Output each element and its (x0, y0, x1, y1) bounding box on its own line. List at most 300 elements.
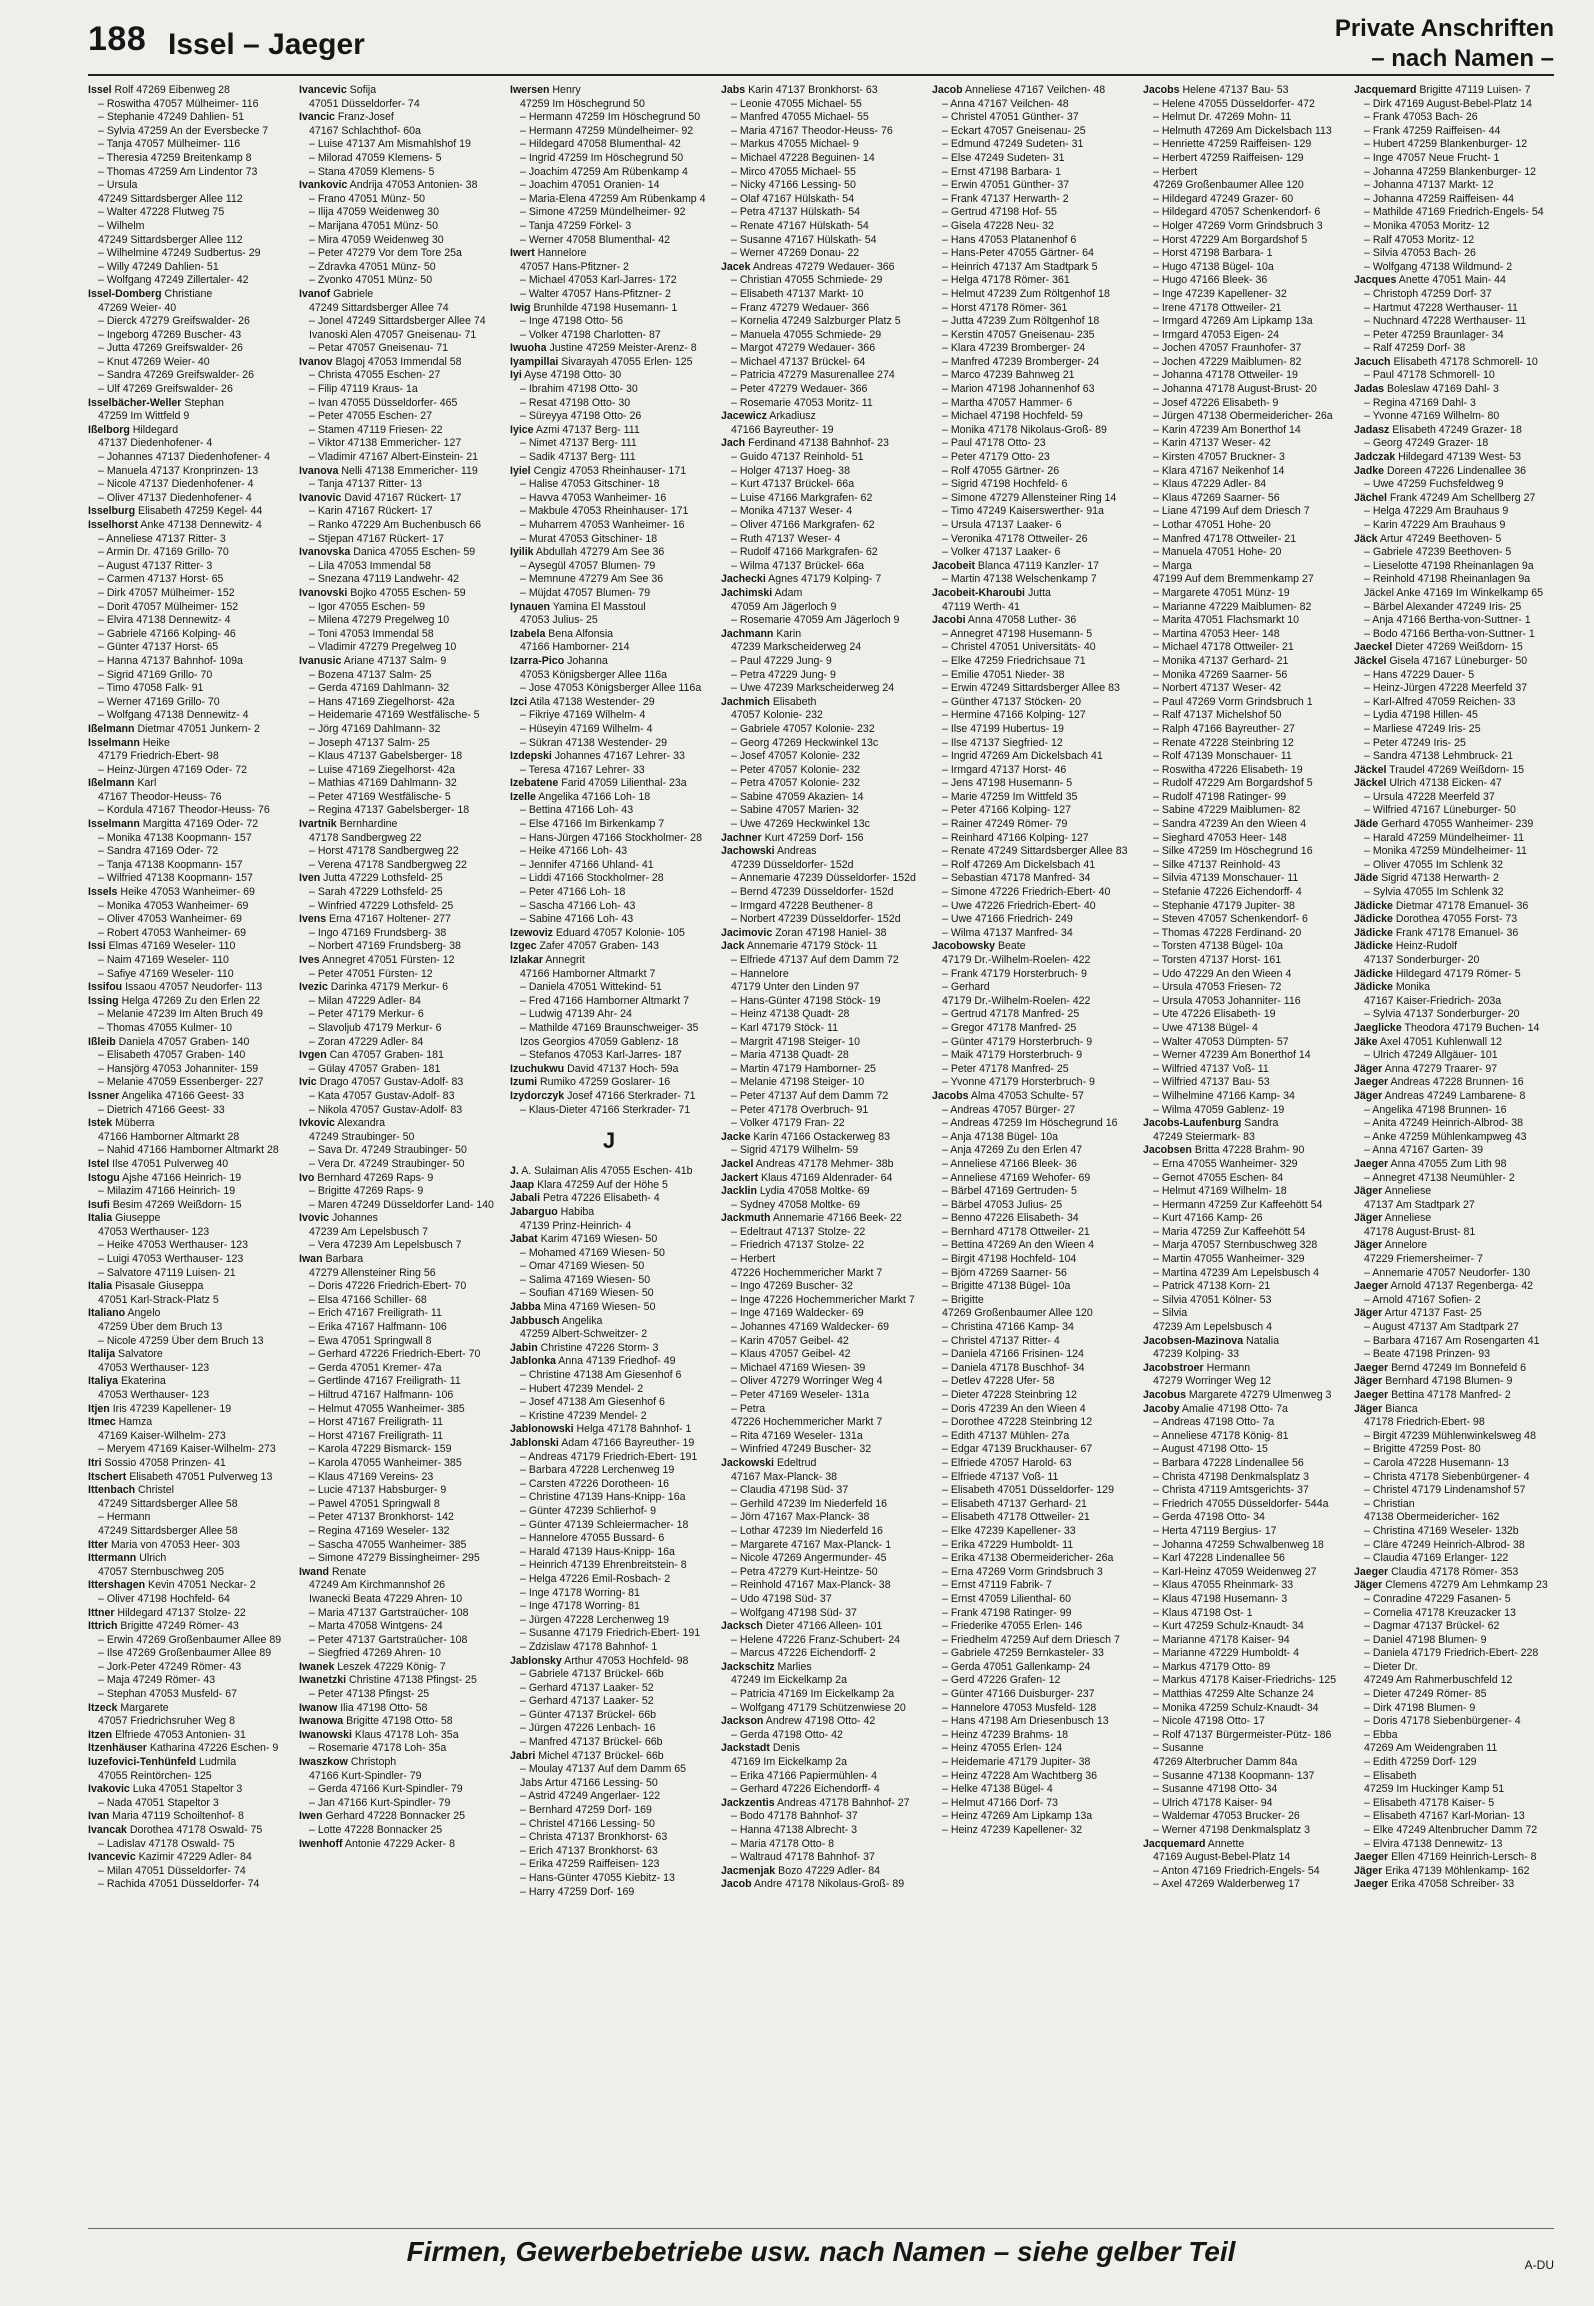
directory-entry: – Michael 47169 Wiesen- 39 (731, 1361, 866, 1374)
directory-entry: 47057 Sternbuschweg 205 (98, 1565, 225, 1578)
directory-columns (88, 84, 1554, 2198)
surname: Jack (721, 940, 745, 953)
directory-entry: – Simone 47226 Friedrich-Ebert- 40 (942, 886, 1111, 899)
directory-entry: – Werner 47058 Blumenthal- 42 (520, 233, 670, 246)
directory-entry: – Johanna 47137 Markt- 12 (1364, 179, 1494, 192)
directory-entry: – Christel 47179 Lindenamshof 57 (1364, 1484, 1526, 1497)
directory-entry: Jadas Boleslaw 47169 Dahl- 3 (1354, 383, 1499, 396)
directory-entry: – Volker 47179 Fran- 22 (731, 1117, 845, 1130)
directory-entry: – Monika 47269 Saarner- 56 (1153, 668, 1288, 681)
directory-entry: – Hans 47169 Ziegelhorst- 42a (309, 695, 455, 708)
directory-entry: – Nahid 47166 Hamborner Altmarkt 28 (98, 1144, 279, 1157)
surname: Jaeger (1354, 1565, 1389, 1578)
directory-entry: – Dirk 47057 Mülheimer- 152 (98, 586, 235, 599)
directory-entry: – Erika 47138 Obermeidericher- 26a (942, 1552, 1114, 1565)
directory-entry: – August 47137 Ritter- 3 (98, 559, 213, 572)
directory-entry: – Bettina 47166 Loh- 43 (520, 804, 634, 817)
surname: Jäke (1354, 1035, 1378, 1048)
directory-entry: Izewoviz Eduard 47057 Kolonie- 105 (510, 926, 685, 939)
directory-entry: – Anneliese 47178 König- 81 (1153, 1429, 1289, 1442)
directory-entry: – Heinz-Jürgen 47169 Oder- 72 (98, 763, 247, 776)
directory-entry: – Josef 47057 Kolonie- 232 (731, 750, 860, 763)
directory-entry: 47249 Am Rahmerbuschfeld 12 (1364, 1674, 1513, 1687)
directory-entry: – Susanne 47198 Otto- 34 (1153, 1783, 1278, 1796)
directory-entry: – Gerda 47198 Otto- 42 (731, 1728, 843, 1741)
directory-entry: – Karl-Alfred 47059 Reichen- 33 (1364, 695, 1516, 708)
directory-entry: – Ursula 47053 Johanniter- 116 (1153, 994, 1301, 1007)
directory-entry: – Ursula 47053 Friesen- 72 (1153, 981, 1282, 994)
surname: J. (510, 1165, 519, 1178)
directory-entry: Jacobowsky Beate (932, 940, 1026, 953)
directory-entry: – Manfred 47055 Michael- 55 (731, 111, 869, 124)
directory-entry: – Karola 47229 Bismarck- 159 (309, 1443, 452, 1456)
directory-entry: Izlakar Annegrit (510, 954, 585, 966)
surname: Ittner (88, 1606, 115, 1619)
directory-entry: Jablonka Anna 47139 Friedhof- 49 (510, 1355, 676, 1368)
directory-entry: Jack Annemarie 47179 Stöck- 11 (721, 940, 878, 953)
surname: Jacquemard (1354, 84, 1417, 96)
surname: Itschert (88, 1470, 127, 1483)
directory-entry: Isufi Besim 47269 Weißdorn- 15 (88, 1198, 242, 1211)
directory-entry: – Melanie 47198 Steiger- 10 (731, 1076, 865, 1089)
directory-entry: Iwanetzki Christine 47138 Pfingst- 25 (299, 1674, 477, 1687)
directory-entry: – Annemarie 47239 Düsseldorfer- 152d (731, 872, 916, 885)
directory-entry: – Ludwig 47139 Ahr- 24 (520, 1008, 632, 1021)
directory-entry: – Stana 47059 Klemens- 5 (309, 165, 435, 178)
surname: Iwanow (299, 1701, 338, 1714)
surname: Jabin (510, 1341, 538, 1354)
directory-entry: – Winfried 47229 Lothsfeld- 25 (309, 899, 454, 912)
directory-entry: – Wolfgang 47138 Dennewitz- 4 (98, 709, 249, 722)
surname: Jabba (510, 1301, 541, 1314)
directory-entry: – Luigi 47053 Werthauser- 123 (98, 1253, 244, 1266)
directory-entry: Jaeger Andreas 47228 Brunnen- 16 (1354, 1076, 1524, 1089)
directory-entry: Ivens Erna 47167 Holtener- 277 (299, 913, 451, 926)
directory-entry: – Günter 47139 Schleiermacher- 18 (520, 1518, 689, 1531)
directory-entry: – Ingo 47169 Frundsberg- 38 (309, 926, 447, 939)
directory-entry: – Björn 47269 Saarner- 56 (942, 1266, 1067, 1279)
directory-entry: – Irmgard 47137 Horst- 46 (942, 763, 1067, 776)
directory-entry: – Peter 47249 Iris- 25 (1364, 736, 1466, 749)
directory-entry: – Sabine 47229 Maiblumen- 82 (1153, 804, 1301, 817)
directory-entry: – Waltraud 47178 Bahnhof- 37 (731, 1851, 875, 1864)
directory-entry: – Murat 47053 Gitschiner- 18 (520, 532, 658, 545)
directory-entry: – Volker 47137 Laaker- 6 (942, 546, 1061, 559)
directory-entry: – Inge 47057 Neue Frucht- 1 (1364, 151, 1500, 164)
directory-entry: 47259 Über dem Bruch 13 (98, 1321, 223, 1334)
directory-entry: – Hannelore 47053 Musfeld- 128 (942, 1701, 1097, 1714)
directory-entry: – Hugo 47138 Bügel- 10a (1153, 260, 1274, 273)
directory-entry: – Maria 47137 Gartstraücher- 108 (309, 1606, 469, 1619)
surname: Jabarguo (510, 1205, 558, 1218)
surname: Izarra-Pico (510, 654, 565, 667)
directory-entry: Iwanowa Brigitte 47198 Otto- 58 (299, 1715, 453, 1728)
surname: Jackstadt (721, 1742, 770, 1755)
directory-entry: Iwanek Leszek 47229 König- 7 (299, 1660, 446, 1673)
directory-entry: – Friedrich 47137 Stolze- 22 (731, 1239, 865, 1252)
directory-entry: – Bozena 47137 Salm- 25 (309, 668, 432, 681)
surname: Jablonsky (510, 1654, 562, 1667)
surname: Jäger (1354, 1375, 1383, 1388)
directory-entry: Izydorczyk Josef 47166 Sterkrader- 71 (510, 1089, 696, 1102)
directory-entry: Jacques Anette 47051 Main- 44 (1354, 274, 1506, 287)
surname: Jadke (1354, 464, 1385, 477)
directory-entry: – Dorothee 47228 Steinbring 12 (942, 1416, 1093, 1429)
directory-entry: – Dagmar 47137 Brückel- 62 (1364, 1620, 1500, 1633)
surname: Iyiel (510, 464, 531, 477)
directory-entry: 47249 Sittardsberger Allee 58 (98, 1524, 238, 1537)
directory-entry: – Maria 47259 Zur Kaffeehött 54 (1153, 1225, 1306, 1238)
directory-entry: – Salima 47169 Wiesen- 50 (520, 1273, 651, 1286)
directory-entry: – Fred 47166 Hamborner Altmarkt 7 (520, 994, 689, 1007)
directory-entry: – Ursula (98, 179, 138, 192)
directory-entry: – Hermann 47259 Mündelheimer- 92 (520, 124, 694, 137)
directory-entry: Iwanecki Beata 47229 Ahren- 10 (309, 1592, 463, 1605)
directory-entry: – Marcus 47226 Eichendorff- 2 (731, 1647, 876, 1660)
directory-entry: Jackson Andrew 47198 Otto- 42 (721, 1715, 876, 1728)
directory-entry: – Birgit 47198 Hochfeld- 104 (942, 1253, 1077, 1266)
directory-entry: Jablonowski Helga 47178 Bahnhof- 1 (510, 1423, 692, 1436)
directory-entry: – Margot 47279 Wedauer- 366 (731, 342, 876, 355)
surname: Ivezic (299, 981, 328, 994)
directory-entry: – Paul 47269 Vorm Grindsbruch 1 (1153, 695, 1313, 708)
directory-entry: Jäckel Gisela 47167 Lüneburger- 50 (1354, 654, 1528, 667)
directory-entry: – Silvia (1153, 1307, 1188, 1320)
directory-entry: – Erika 47259 Raiffeisen- 123 (520, 1858, 660, 1871)
directory-entry: 47167 Schlachthof- 60a (309, 124, 421, 137)
directory-entry: – Jörn 47167 Max-Planck- 38 (731, 1511, 870, 1524)
directory-entry: Iyice Azmi 47137 Berg- 111 (510, 423, 640, 436)
directory-entry: – Heinrich 47139 Ehrenbreitstein- 8 (520, 1559, 687, 1572)
directory-entry: – Veronika 47178 Ottweiler- 26 (942, 532, 1088, 545)
surname: Jäger (1354, 1089, 1383, 1102)
directory-entry: – Gabriele 47057 Kolonie- 232 (731, 722, 875, 735)
directory-entry: Ivanovski Bojko 47055 Eschen- 59 (299, 586, 466, 599)
directory-entry: 47169 Im Eickelkamp 2a (731, 1756, 848, 1769)
directory-entry: Itjen Iris 47239 Kapellener- 19 (88, 1402, 232, 1415)
directory-entry: – Margrit 47198 Steiger- 10 (731, 1035, 860, 1048)
surname: Italija (88, 1348, 116, 1361)
directory-entry: – Heike 47053 Werthauser- 123 (98, 1239, 248, 1252)
directory-entry: 47179 Dr.-Wilhelm-Roelen- 422 (942, 994, 1091, 1007)
directory-entry: Ißelmann Dietmar 47051 Junkern- 2 (88, 722, 260, 735)
surname: Jackzentis (721, 1796, 775, 1809)
directory-entry: – Friedrich 47055 Düsseldorfer- 544a (1153, 1497, 1329, 1510)
directory-entry: – Hans-Günter 47055 Kiebitz- 13 (520, 1872, 675, 1884)
directory-entry: 47137 Am Stadtpark 27 (1364, 1198, 1475, 1211)
directory-entry: – Christine 47138 Am Giesenhof 6 (520, 1369, 682, 1382)
surname: Jacobsen-Mazinova (1143, 1334, 1244, 1347)
directory-entry: Jädicke Dorothea 47055 Forst- 73 (1354, 913, 1518, 926)
directory-entry: Jacobeit-Kharoubi Jutta (932, 586, 1051, 599)
directory-entry: – Günter 47137 Horst- 65 (98, 641, 219, 654)
directory-entry: – Monika 47178 Nikolaus-Groß- 89 (942, 423, 1107, 436)
directory-entry: – Anja 47166 Bertha-von-Suttner- 1 (1364, 614, 1531, 627)
column-4 (721, 84, 919, 2198)
directory-entry: – Karin 47239 Am Bonerthof 14 (1153, 423, 1301, 436)
surname: Ivkovic (299, 1117, 335, 1130)
surname: Izuchukwu (510, 1062, 565, 1075)
directory-entry: – Nimet 47137 Berg- 111 (520, 437, 637, 450)
surname: Jäger (1354, 1579, 1383, 1592)
directory-entry: – Oliver 47137 Diedenhofener- 4 (98, 491, 252, 504)
directory-entry: – Sascha 47166 Loh- 43 (520, 899, 636, 912)
directory-entry: – Zdzislaw 47178 Bahnhof- 1 (520, 1640, 658, 1653)
section-title-line2: – nach Namen – (1371, 45, 1554, 72)
directory-entry: – Harald 47139 Haus-Knipp- 16a (520, 1545, 675, 1558)
surname: Jadas (1354, 383, 1385, 396)
directory-entry: Iwuoha Justine 47259 Meister-Arenz- 8 (510, 342, 697, 355)
surname: Jacques (1354, 274, 1397, 287)
directory-entry: – Markus 47055 Michael- 9 (731, 138, 859, 151)
directory-entry: Ittershagen Kevin 47051 Neckar- 2 (88, 1579, 256, 1592)
directory-entry: Jacklin Lydia 47058 Moltke- 69 (721, 1185, 870, 1198)
directory-entry: – Timo 47249 Kaiserswerther- 91a (942, 505, 1104, 518)
directory-entry: Jäde Gerhard 47055 Wanheimer- 239 (1354, 818, 1534, 831)
directory-entry: – Horst 47229 Am Borgardshof 5 (1153, 233, 1308, 246)
surname: Jäckel (1354, 777, 1387, 790)
directory-entry: Jabat Karim 47169 Wiesen- 50 (510, 1233, 658, 1246)
directory-entry: – Werner 47198 Denkmalsplatz 3 (1153, 1824, 1311, 1836)
directory-entry: Isselmann Margitta 47169 Oder- 72 (88, 818, 259, 831)
surname: Jacquemard (1143, 1837, 1206, 1850)
directory-entry: – Ralf 47137 Michelshof 50 (1153, 709, 1282, 722)
directory-entry: Jabbusch Angelika (510, 1314, 603, 1327)
directory-entry: – Zdravka 47051 Münz- 50 (309, 260, 436, 273)
surname: Issi (88, 940, 106, 953)
directory-entry: Izgec Zafer 47057 Graben- 143 (510, 940, 659, 953)
directory-entry: – Silvia 47051 Kölner- 53 (1153, 1293, 1272, 1306)
directory-entry: 47139 Prinz-Heinrich- 4 (520, 1219, 632, 1232)
directory-entry: – Viktor 47138 Emmericher- 127 (309, 437, 462, 450)
directory-entry: Jäckel Traudel 47269 Weißdorn- 15 (1354, 763, 1525, 776)
directory-entry: – Ulrich 47249 Allgäuer- 101 (1364, 1049, 1498, 1062)
directory-entry: Jacobsen Britta 47228 Brahm- 90 (1143, 1144, 1305, 1157)
surname: Izdepski (510, 750, 552, 763)
directory-entry: – Harry 47259 Dorf- 169 (520, 1885, 635, 1898)
directory-entry: – Astrid 47249 Angerlaer- 122 (520, 1790, 661, 1803)
directory-entry: – Susanne (1153, 1742, 1204, 1755)
directory-entry: – Silvia 47139 Monschauer- 11 (1153, 872, 1299, 885)
directory-entry: – Bernhard 47178 Ottweiler- 21 (942, 1225, 1090, 1238)
directory-entry: – Brigitte 47138 Bügel- 10a (942, 1280, 1071, 1293)
directory-entry: – Ibrahim 47198 Otto- 30 (520, 383, 638, 396)
directory-entry: – Heinz 47239 Kapellener- 32 (942, 1824, 1083, 1836)
surname: Jaeger (1354, 1280, 1389, 1293)
directory-entry: Jaeger Claudia 47178 Römer- 353 (1354, 1565, 1519, 1578)
directory-entry: 47166 Hamborner Altmarkt 7 (520, 967, 656, 980)
directory-entry: Jacmenjak Bozo 47229 Adler- 84 (721, 1864, 881, 1877)
directory-entry: – Sylvia 47259 An der Eversbecke 7 (98, 124, 269, 137)
directory-entry: – Ralf 47259 Dorf- 38 (1364, 342, 1466, 355)
directory-entry: Ittermann Ulrich (88, 1552, 167, 1565)
directory-entry: – Zoran 47229 Adler- 84 (309, 1035, 424, 1048)
surname: Iuzefovici-Tenhünfeld (88, 1756, 197, 1769)
directory-entry: – Torsten 47137 Horst- 161 (1153, 954, 1282, 966)
directory-entry: – Martina 47053 Heer- 148 (1153, 627, 1280, 640)
directory-entry: Jäger Annelore (1354, 1239, 1428, 1252)
directory-entry: – Christel 47137 Ritter- 4 (942, 1334, 1060, 1347)
directory-entry: – Helene 47226 Franz-Schubert- 24 (731, 1633, 901, 1646)
directory-entry: – Irene 47178 Ottweiler- 21 (1153, 301, 1282, 314)
surname: Jabri (510, 1749, 536, 1762)
directory-entry: – Oliver 47279 Worringer Weg 4 (731, 1375, 883, 1388)
directory-entry: – Milan 47229 Adler- 84 (309, 994, 421, 1007)
directory-entry: – Hugo 47166 Bleek- 36 (1153, 274, 1268, 287)
directory-entry: Jäger Erika 47139 Möhlenkamp- 162 (1354, 1864, 1530, 1877)
directory-entry: – Volker 47198 Charlotten- 87 (520, 328, 661, 341)
directory-entry: 47166 Hamborner- 214 (520, 641, 630, 654)
directory-entry: Ives Annegret 47051 Fürsten- 12 (299, 954, 455, 966)
surname: Ivo (299, 1171, 315, 1184)
directory-entry: Izumi Rumiko 47259 Goslarer- 16 (510, 1076, 671, 1089)
directory-entry: – Ewa 47051 Springwall 8 (309, 1334, 432, 1347)
directory-entry: – Uwe 47138 Bügel- 4 (1153, 1021, 1258, 1034)
surname: Jädicke (1354, 913, 1393, 926)
directory-entry: – Dorit 47057 Mülheimer- 152 (98, 600, 239, 613)
directory-entry: – Rudolf 47166 Markgrafen- 62 (731, 546, 878, 559)
directory-entry: – Josef 47138 Am Giesenhof 6 (520, 1396, 665, 1409)
surname: Izelle (510, 790, 536, 803)
directory-entry: Issels Heike 47053 Wanheimer- 69 (88, 886, 255, 899)
directory-entry: – Sabine 47059 Akazien- 14 (731, 790, 864, 803)
surname: Ivakovic (88, 1783, 130, 1796)
directory-entry: Jäger Andreas 47249 Lambarene- 8 (1354, 1089, 1526, 1102)
directory-entry: – Dieter 47228 Steinbring 12 (942, 1389, 1077, 1401)
directory-entry: – Daniel 47198 Blumen- 9 (1364, 1633, 1487, 1646)
directory-entry: – Nicole 47269 Angermunder- 45 (731, 1552, 887, 1565)
directory-entry: – Walter 47228 Flutweg 75 (98, 206, 225, 219)
directory-entry: – Horst 47178 Sandbergweg 22 (309, 845, 459, 858)
directory-entry: – Silvia 47053 Bach- 26 (1364, 247, 1476, 260)
directory-entry: Ivancic Franz-Josef (299, 111, 394, 124)
directory-entry: – Nikola 47057 Gustav-Adolf- 83 (309, 1103, 463, 1116)
directory-entry: – Dieter Dr. (1364, 1660, 1418, 1673)
directory-entry: Iyampillai Sivarayah 47055 Erlen- 125 (510, 355, 693, 368)
directory-entry: Jaeglicke Theodora 47179 Buchen- 14 (1354, 1021, 1540, 1034)
directory-entry: Izarra-Pico Johanna (510, 654, 608, 667)
directory-entry: – Ralf 47053 Moritz- 12 (1364, 233, 1475, 246)
surname: Iwert (510, 247, 535, 260)
directory-entry: – Marianne 47229 Humboldt- 4 (1153, 1647, 1300, 1660)
directory-entry: – Regina 47169 Weseler- 132 (309, 1524, 450, 1537)
directory-entry: Jacob Anneliese 47167 Veilchen- 48 (932, 84, 1106, 96)
directory-entry: Jacobs Alma 47053 Schulte- 57 (932, 1089, 1084, 1102)
directory-entry: – Silke 47137 Reinhold- 43 (1153, 858, 1281, 871)
directory-entry: – Peter 47178 Overbruch- 91 (731, 1103, 869, 1116)
directory-entry: – Gerhild 47239 Im Niederfeld 16 (731, 1497, 888, 1510)
directory-entry: Ivancevic Kazimir 47229 Adler- 84 (88, 1851, 252, 1864)
directory-entry: Jablonski Adam 47166 Bayreuther- 19 (510, 1437, 695, 1449)
directory-entry: – Monika 47137 Gerhard- 21 (1153, 654, 1289, 667)
directory-entry: – Gerhard 47137 Laaker- 52 (520, 1681, 654, 1694)
directory-entry: – Peter 47166 Kolping- 127 (942, 804, 1071, 817)
directory-entry: – Christel 47051 Günther- 37 (942, 111, 1079, 124)
directory-entry: Jaeger Bettina 47178 Manfred- 2 (1354, 1389, 1511, 1401)
directory-entry: Jäckel Anke 47169 Im Winkelkamp 65 (1364, 586, 1544, 599)
directory-entry: – Peter 47137 Gartstraücher- 108 (309, 1633, 468, 1646)
directory-entry: 47138 Obermeidericher- 162 (1364, 1511, 1500, 1524)
directory-entry: – Milazim 47166 Heinrich- 19 (98, 1185, 236, 1198)
directory-entry: – Ivan 47055 Düsseldorfer- 465 (309, 396, 458, 409)
directory-entry: – Christian (1364, 1497, 1415, 1510)
surname: Ivancic (299, 111, 335, 124)
directory-entry: – Yvonne 47169 Wilhelm- 80 (1364, 410, 1500, 423)
surname: Itzenhäuser (88, 1742, 147, 1755)
directory-entry: – Monika 47053 Wanheimer- 69 (98, 899, 249, 912)
directory-entry: – Kornelia 47249 Salzburger Platz 5 (731, 315, 901, 328)
directory-entry: Jackschitz Marlies (721, 1660, 812, 1673)
directory-entry: Jabarguo Habiba (510, 1205, 595, 1218)
directory-entry: – Frank 47179 Horsterbruch- 9 (942, 967, 1087, 980)
directory-entry: Jacquemard Brigitte 47119 Luisen- 7 (1354, 84, 1531, 96)
directory-entry: 47053 Werthauser- 123 (98, 1225, 210, 1238)
directory-entry: – Hannelore (731, 967, 789, 980)
directory-entry: – Sabine 47057 Marien- 32 (731, 804, 859, 817)
directory-entry: – Peter 47055 Eschen- 27 (309, 410, 433, 423)
directory-entry: – Manfred 47137 Brückel- 66b (520, 1736, 663, 1749)
directory-entry: – Kordula 47167 Theodor-Heuss- 76 (98, 804, 270, 817)
directory-entry: – Elke 47249 Altenbrucher Damm 72 (1364, 1824, 1538, 1836)
directory-entry: – Manuela 47055 Schmiede- 29 (731, 328, 882, 341)
directory-entry: – Michael 47053 Karl-Jarres- 172 (520, 274, 677, 287)
page-number: 188 (88, 20, 147, 58)
directory-entry: Izebatene Farid 47059 Lilienthal- 23a (510, 777, 687, 790)
directory-entry: – Patrick 47138 Korn- 21 (1153, 1280, 1271, 1293)
surname: Jädicke (1354, 940, 1393, 953)
directory-entry: Italiano Angelo (88, 1307, 161, 1320)
directory-entry: Jaeger Bernd 47249 Im Bonnefeld 6 (1354, 1361, 1526, 1374)
directory-entry: Italia Giuseppe (88, 1212, 161, 1225)
directory-entry: – Rudolf 47198 Ratinger- 99 (1153, 790, 1287, 803)
directory-entry: – Petra (731, 1402, 766, 1415)
directory-entry: – Karl 47179 Stöck- 11 (731, 1021, 838, 1034)
directory-entry: Jabin Christine 47226 Storm- 3 (510, 1341, 659, 1354)
directory-entry: – Roswitha 47226 Elisabeth- 19 (1153, 763, 1303, 776)
directory-entry: Itzenhäuser Katharina 47226 Eschen- 9 (88, 1742, 279, 1755)
directory-entry: – Müjdat 47057 Blumen- 79 (520, 586, 651, 599)
directory-entry: – Stefanos 47053 Karl-Jarres- 187 (520, 1049, 682, 1062)
directory-entry: – Renate 47228 Steinbring 12 (1153, 736, 1294, 749)
directory-entry: – Mathilde 47169 Friedrich-Engels- 54 (1364, 206, 1544, 219)
directory-entry: – Tanja 47137 Ritter- 13 (309, 478, 422, 491)
directory-entry: – Ulrich 47178 Kaiser- 94 (1153, 1796, 1273, 1809)
directory-entry: Itmec Hamza (88, 1416, 153, 1429)
directory-entry: – Daniela 47179 Friedrich-Ebert- 228 (1364, 1647, 1539, 1660)
directory-entry: – Theresia 47259 Breitenkamp 8 (98, 151, 252, 164)
directory-entry: – Ingrid 47259 Im Höschegrund 50 (520, 151, 684, 164)
directory-entry: Jachner Kurt 47259 Dorf- 156 (721, 831, 864, 844)
surname: Istek (88, 1117, 113, 1130)
directory-entry: – Harald 47259 Mündelheimer- 11 (1364, 831, 1524, 844)
directory-entry: – Peter 47179 Merkur- 6 (309, 1008, 424, 1021)
directory-entry: 47249 Steiermark- 83 (1153, 1130, 1255, 1143)
directory-entry: – Lieselotte 47198 Rheinanlagen 9a (1364, 559, 1534, 572)
directory-entry: – Uwe 47166 Friedrich- 249 (942, 913, 1073, 926)
directory-entry: – Erika 47166 Papiermühlen- 4 (731, 1769, 878, 1782)
directory-entry: 47179 Dr.-Wilhelm-Roelen- 422 (942, 954, 1091, 966)
directory-entry: Izci Atila 47138 Westender- 29 (510, 695, 655, 708)
directory-entry: – Thomas 47259 Am Lindentor 73 (98, 165, 258, 178)
surname: Jacewicz (721, 410, 767, 423)
directory-entry: 47229 Friemersheimer- 7 (1364, 1253, 1483, 1266)
directory-entry: – Michael 47228 Beguinen- 14 (731, 151, 875, 164)
directory-entry: – Gisela 47228 Neu- 32 (942, 219, 1054, 232)
directory-entry: – Heinz 47138 Quadt- 28 (731, 1008, 850, 1021)
directory-entry: – Cläre 47249 Heinrich-Albrod- 38 (1364, 1538, 1525, 1551)
directory-entry: 47169 August-Bebel-Platz 14 (1153, 1851, 1291, 1864)
directory-entry: Isselburg Elisabeth 47259 Kegel- 44 (88, 505, 263, 518)
